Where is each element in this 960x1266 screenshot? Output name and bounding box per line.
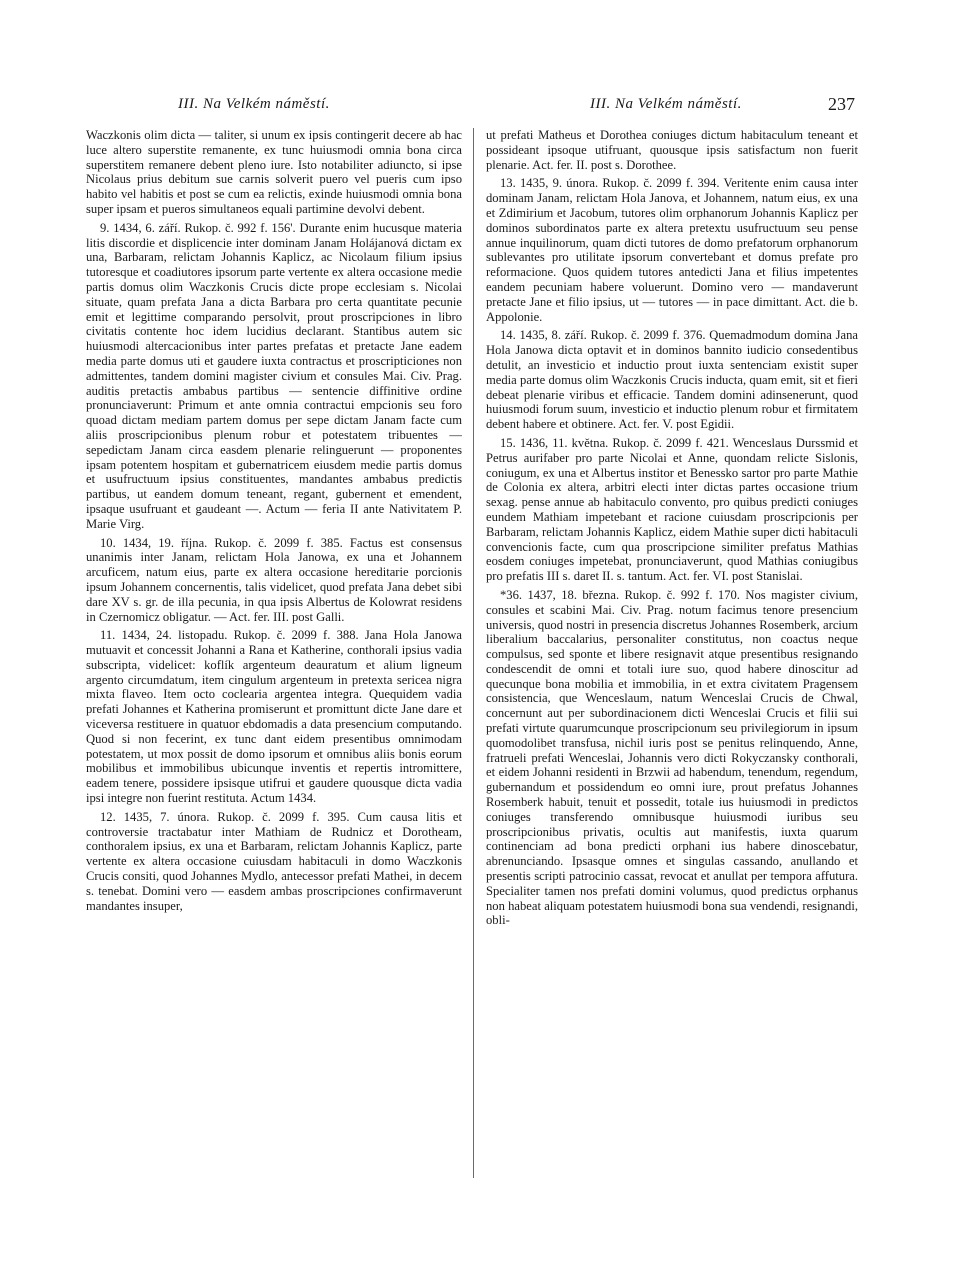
record-entry-13: 13. 1435, 9. února. Rukop. č. 2099 f. 394. Veritente enim causa inter dominam Janam, relictam Hola Janova, et Johannem, natum eius, ex una et Zdimirium et Jacobum, tutores olim orphanorum Johannis Kaplicz per dominos subordinatos parte ex altera pretextu usufructuum seu pense annue inquilinorum, quam dicti tutores de domo prefatorum orphanorum sublevantes pro utilitate ipsorum convertebant et domus prefate pro reformacione. Quos quidem tutores antedicti Jana et filius impetentes eandem pecuniam habere voluerunt. Domino vero — mandaverunt pretacte Jane et filio ipsius, ut — tutores — in pace dimittant. Act. die b. Appolonie.	[486, 176, 858, 324]
page-number: 237	[828, 94, 855, 114]
record-entry-15: 15. 1436, 11. května. Rukop. č. 2099 f. 421. Wenceslaus Durssmid et Petrus aurifaber pro parte Nicolai et Anne, quondam relicte Sislonis, coniugum, ex una et Albertus institor et Benessko sartor pro parte Mathie de Colonia ex altera, arbitri electi inter dictas partes occasione trium sexag. pense annue ab habitaculo convento, pro quibus predicti coniuges eundem Mathiam impetebant et racione cuiusdam proscripcionis per Barbaram, relictam Johannis Kaplicz, eidem Mathie super dicti habitaculi convencionis facte, cum qua proscripcione similiter prefatus Mathias eosdem coniuges impetebat, pronunciaverunt, quod Mathias coniugibus pro prefatis III s. daret II. s. tantum. Act. fer. VI. post Stanislai.	[486, 435, 858, 584]
left-text-column	[86, 128, 462, 917]
record-entry-10: 10. 1434, 19. října. Rukop. č. 2099 f. 385. Factus est consensus unanimis inter Janam, relictam Hola Janowa, ex una et Johannem arcuficem, natum eius, parte ex altera occasione hereditarie porcionis ipsum Johannem concernentis, talis videlicet, quod prefata Jana debet sibi dare XV s. gr. de illa pecunia, in qua ipsis Albertus de Kolowrat residens in Czernomicz obligatur. — Act. fer. III. post Galli.	[86, 535, 462, 624]
record-entry-14: 14. 1435, 8. září. Rukop. č. 2099 f. 376. Quemadmodum domina Jana Hola Janowa dicta optavit et in dominos bannito iudicio consedentibus detulit, an investicio et inductio prout iuxta sentenciam existit super media parte domus olim Waczkonis Crucis inducta, quam emit, sit et fieri debeat plenarie viribus et efficacie. Tandem domini adinsenerunt, quod huiusmodi forum suum, investicio et inductio plenum robur et firmitatem debent habere et obtinere. Act. fer. V. post Egidii.	[486, 328, 858, 432]
paragraph: Waczkonis olim dicta — taliter, si unum ex ipsis contingerit decere ab hac luce altero superstite remanente, ex tunc huiusmodi omnia bona circa superstitem remanere debent pleno iure. Isto notabiliter adiuncto, si ipse Nicolaus prius debitum sue carnis solverit puero vel pueris cum ipso habito vel habitis et post se cum ea relictis, exinde huiusmodi omnia bona super ipsam et pueros simultaneos equali partimine devolvi debent.	[86, 128, 462, 216]
paragraph: ut prefati Matheus et Dorothea coniuges dictum habitaculum teneant et possideant ipsoque utifruant, quousque ipsis satisfactum non fuerit plenarie. Act. fer. II. post s. Dorothee.	[486, 128, 858, 172]
record-entry-9: 9. 1434, 6. září. Rukop. č. 992 f. 156'. Durante enim hucusque materia litis discordie et displicencie inter dominam Janam Holájanová dictam ex una, Barbaram, relictam Johannis Kaplicz, ac Nicolaum filium ipsius tutoresque et coadiutores ipsorum parte vertente ex altera occasione medie partis domus olim Waczkonis Crucis dicte prope ecclesiam s. Nicolai situate, quam prefata Jana a dicta Barbara pro certa quantitate pecunie emit et legittime comparando persolvit, prout proscripciones in libro civitatis contente hoc idem lucidius declarant. Stantibus autem sic huiusmodi altercacionibus inter partes prefatas et pretacte Jane eadem media parte domus uti et gaudere iuxta contractus et proscripticiones non admittentes, tandem domini magister civium et consules Mai. Civ. Prag. auditis pretactis ambabus partibus — sentencie diffinitive ordine pronunciaverunt: Primum et ante omnia contractui empcionis seu foro quoad dictam mediam partem domus per sepe dictam Janam facte cum aliis proscripcionibus plenum robur et potestatem tribuentes — sepedictam Janam circa easdem plenarie relinguerunt — proponentes ipsam potentem hospitam et gubernatricem eiusdem medie partis domus et usufructuum ipsius constituentes, mandantes ambabus predictis partibus, ut eandem domum teneant, regant, gubernent et emendent, ipsaque usufruant et gaudeant —. Actum — feria II ante Nativitatem P. Marie Virg.	[86, 220, 462, 531]
column-divider	[473, 128, 474, 1178]
running-head-left: III. Na Velkém náměstí.	[178, 96, 330, 112]
right-text-column	[486, 128, 858, 932]
record-entry-12: 12. 1435, 7. února. Rukop. č. 2099 f. 395. Cum causa litis et controversie tractabatur inter Mathiam de Rudnicz et Dorotheam, conthoralem ipsius, ex una et Barbaram, relictam Johannis Kaplicz, parte vertente ex altera occasione cuiusdam habitaculi in domo Waczkonis Crucis consiti, quod Johannes Mydlo, antecessor prefati Mathei, in decem s. tenebat. Domini vero — easdem ambas proscripciones confirmaverunt mandantes insuper,	[86, 809, 462, 913]
record-entry-36: *36. 1437, 18. března. Rukop. č. 992 f. 170. Nos magister civium, consules et scabini Mai. Civ. Prag. notum facimus tenore presencium universis, quod nostri in presencia discretus Johannes Rosemberk, arcium liberalium baccalarius, personaliter constitutus, non coactus neque compulsus, sed sponte et libere resignavit atque presentibus resignando condescendit de omni et totali iure suo, quod habere dinoscitur ad quecunque bona mobilia et immobilia, in et extra civitatem Pragensem consistencia, que Wenceslaum, natum Wenceslai Crucis de Chwal, concernunt aut per subordinacionem dicti Wenceslai Crucis et filii sui prefati virtute quarumcunque proscripcionum seu privilegiorum in ipsum quomodolibet transfusa, nichil iuris post se penitus relinquendo, Anne, fratrueli prefati Wenceslai, Johannis vero dicti Rokyczansky conthorali, et eidem Johanni residenti in Brzwii ad habendum, tenendum, regendum, gubernandum et possidendum eo omni iure, prout prefatus Johannes Rosemberk habuit, tenuit et possedit, totale ius huiusmodi in predictos coniuges transferendo omnibusque huiusmodi iuribus seu proscripcionibus privatis, ocultis aut manifestis, iuxta quarum continenciam ad bona predicti orphani ius habere dinoscebatur, abrenunciando. Ipsasque omnes et singulas cassando, anullando et presentis scripti patrocinio cassat, revocat et anullat per tempora affutura. Specialiter tamen nos prefati domini volumus, quod predictus orphanus non habeat aliquam potestatem huiusmodi bona sua vendendi, resignandi, obli-	[486, 587, 858, 928]
running-head-right: III. Na Velkém náměstí.	[590, 96, 742, 112]
record-entry-11: 11. 1434, 24. listopadu. Rukop. č. 2099 f. 388. Jana Hola Janowa mutuavit et concessit Johanni a Rana et Katherine, conthorali ipsius vadia subscripta, videlicet: koflík argenteum deauratum et alium ligneum argento circumdatum, item cingulum argenteum in pretexta sericea nigra mixta flaveo. Item octo coclearia argentea integra. Quequidem vadia prefati Johannes et Katherina promiserunt et promittunt dicte Jane dare et viceversa restituere in quatuor ebdomadis a data presencium computando. Quod si non fecerint, ex tunc dant eidem presentibus omnimodam potestatem, ut mox possit de domo ipsorum et omnibus aliis bonis eorum mobilibus et immobilibus ubicunque inventis et repertis intromittere, eadem tenere, possidere ipsisque utifrui et gaudere quousque dicta vadia ipsi integre non fuerint restituta. Actum 1434.	[86, 628, 462, 806]
